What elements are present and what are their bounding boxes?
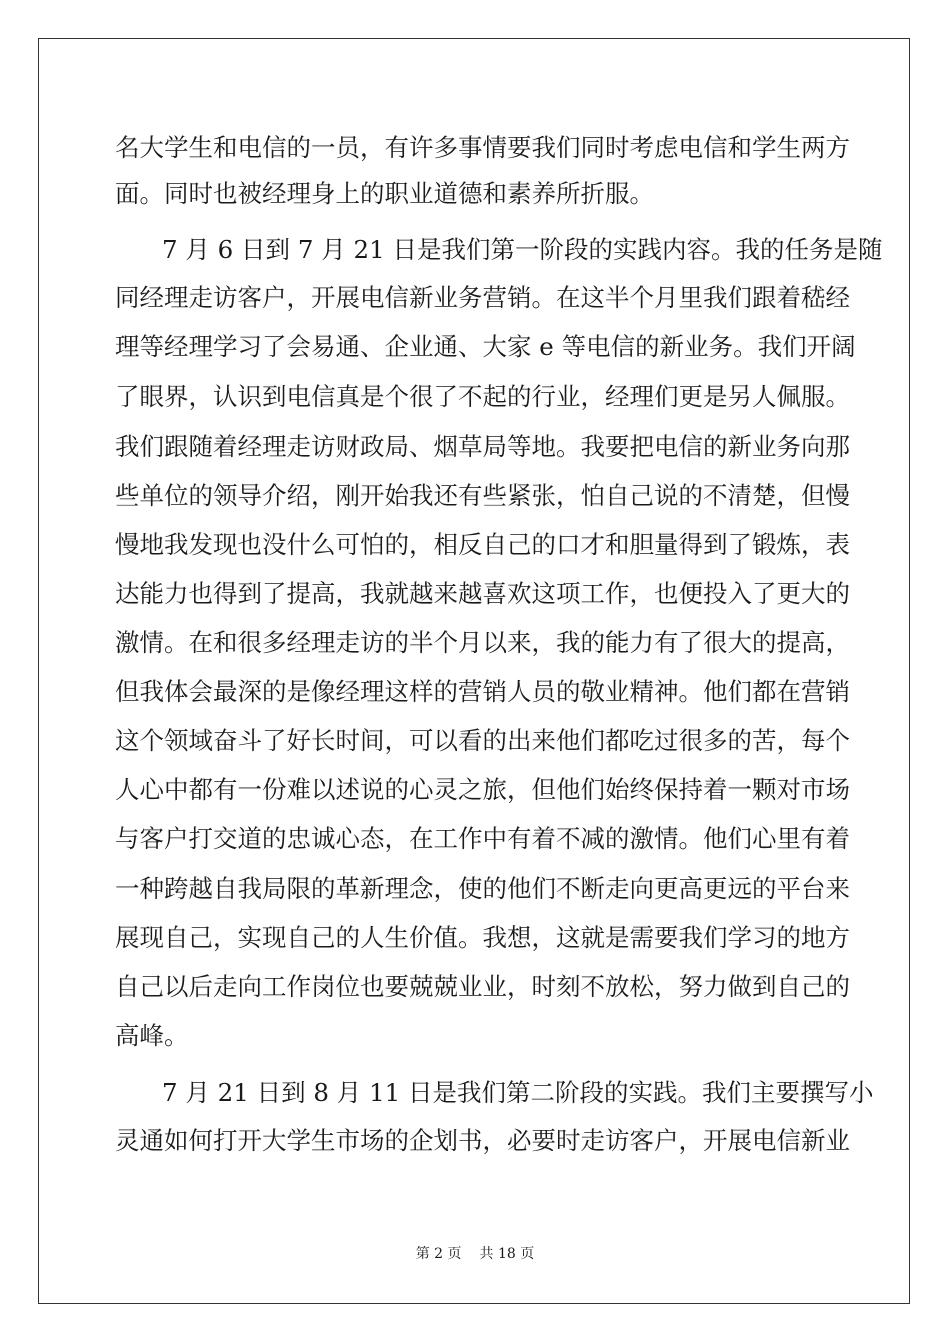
- text-line: 这个领域奋斗了好长时间，可以看的出来他们都吃过很多的苦，每个: [115, 726, 850, 755]
- text-line: 7 月 21 日到 8 月 11 日是我们第二阶段的实践。我们主要撰写小: [162, 1078, 874, 1107]
- text-line: 面。同时也被经理身上的职业道德和素养所折服。: [115, 179, 654, 208]
- text-line: 人心中都有一份难以述说的心灵之旅，但他们始终保持着一颗对市场: [115, 775, 850, 804]
- page-footer: [0, 1243, 950, 1263]
- text-line: 了眼界，认识到电信真是个很了不起的行业，经理们更是另人佩服。: [115, 382, 850, 411]
- text-line: 高峰。: [115, 1021, 189, 1050]
- text-line: 灵通如何打开大学生市场的企划书，必要时走访客户，开展电信新业: [115, 1126, 850, 1155]
- text-line: 达能力也得到了提高，我就越来越喜欢这项工作，也便投入了更大的: [115, 579, 850, 608]
- text-line: 理等经理学习了会易通、企业通、大家 e 等电信的新业务。我们开阔: [115, 332, 856, 361]
- text-line: 但我体会最深的是像经理这样的营销人员的敬业精神。他们都在营销: [115, 677, 850, 706]
- text-line: 些单位的领导介绍，刚开始我还有些紧张，怕自己说的不清楚，但慢: [115, 481, 850, 510]
- text-line: 同经理走访客户，开展电信新业务营销。在这半个月里我们跟着嵇经: [115, 283, 850, 312]
- text-line: 自己以后走向工作岗位也要兢兢业业，时刻不放松，努力做到自己的: [115, 972, 850, 1001]
- page-border: [38, 38, 910, 1304]
- page-total: 共 18 页: [479, 1246, 535, 1262]
- page-number: 第 2 页: [415, 1246, 462, 1262]
- text-line: 一种跨越自我局限的革新理念，使的他们不断走向更高更远的平台来: [115, 874, 850, 903]
- text-line: 展现自己，实现自己的人生价值。我想，这就是需要我们学习的地方: [115, 923, 850, 952]
- text-line: 与客户打交道的忠诚心态，在工作中有着不减的激情。他们心里有着: [115, 824, 850, 853]
- text-line: 慢地我发现也没什么可怕的，相反自己的口才和胆量得到了锻炼，表: [115, 530, 850, 559]
- text-line: 名大学生和电信的一员，有许多事情要我们同时考虑电信和学生两方: [115, 133, 850, 162]
- text-line: 7 月 6 日到 7 月 21 日是我们第一阶段的实践内容。我的任务是随: [162, 235, 883, 264]
- text-line: 我们跟随着经理走访财政局、烟草局等地。我要把电信的新业务向那: [115, 432, 850, 461]
- text-line: 激情。在和很多经理走访的半个月以来，我的能力有了很大的提高，: [115, 628, 850, 657]
